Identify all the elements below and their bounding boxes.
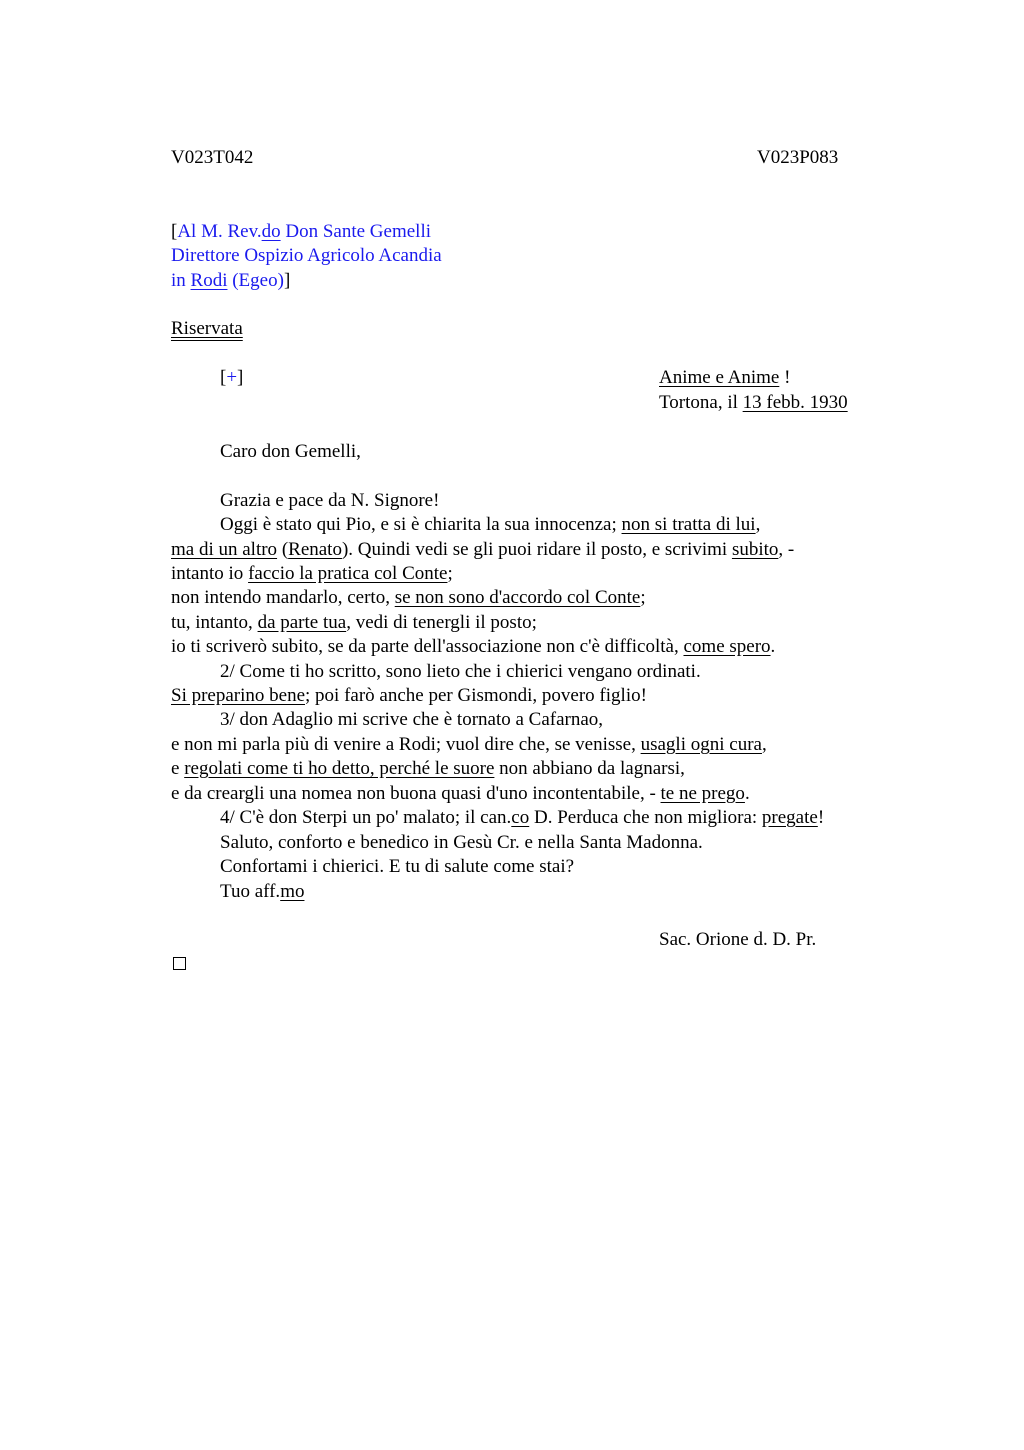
document-code-left: V023T042 — [171, 147, 254, 168]
greeting: Grazia e pace da N. Signore! — [220, 490, 440, 511]
body-line: Saluto, conforto e benedico in Gesù Cr. e nella Santa Madonna. — [220, 832, 703, 853]
salutation: Caro don Gemelli, — [220, 441, 361, 462]
document-code-right: V023P083 — [757, 147, 839, 168]
cross-marker: [+] — [220, 367, 244, 388]
body-line: tu, intanto, da parte tua, vedi di tenergli il posto; — [171, 612, 537, 633]
closing: Tuo aff.mo — [220, 881, 305, 902]
body-line: intanto io faccio la pratica col Conte; — [171, 563, 453, 584]
signature: Sac. Orione d. D. Pr. — [659, 929, 817, 950]
body-line: non intendo mandarlo, certo, se non sono d'accordo col Conte; — [171, 587, 646, 608]
body-line: Si preparino bene; poi farò anche per Gismondi, povero figlio! — [171, 685, 647, 706]
body-line: io ti scriverò subito, se da parte dell'associazione non c'è difficoltà, come spero. — [171, 636, 776, 657]
address-line-2: Direttore Ospizio Agricolo Acandia — [171, 245, 442, 266]
motto: Anime e Anime ! — [659, 367, 791, 388]
address-line-1: [Al M. Rev.do Don Sante Gemelli — [171, 221, 431, 242]
body-line: Oggi è stato qui Pio, e si è chiarita la sua innocenza; non si tratta di lui, — [220, 514, 761, 535]
body-line: e regolati come ti ho detto, perché le suore non abbiano da lagnarsi, — [171, 758, 685, 779]
body-line: 3/ don Adaglio mi scrive che è tornato a Cafarnao, — [220, 709, 604, 730]
body-line: ma di un altro (Renato). Quindi vedi se gli puoi ridare il posto, e scrivimi subito, - — [171, 539, 795, 560]
body-line: 4/ C'è don Sterpi un po' malato; il can.co D. Perduca che non migliora: pregate! — [220, 807, 825, 828]
body-line: e non mi parla più di venire a Rodi; vuol dire che, se venisse, usagli ogni cura, — [171, 734, 767, 755]
confidential-label: Riservata — [171, 318, 243, 339]
body-line: 2/ Come ti ho scritto, sono lieto che i chierici vengano ordinati. — [220, 661, 701, 682]
body-line: e da creargli una nomea non buona quasi d'uno incontentabile, - te ne prego. — [171, 783, 750, 804]
body-line: Confortami i chierici. E tu di salute come stai? — [220, 856, 575, 877]
checkbox-icon[interactable] — [173, 957, 186, 970]
cross-icon: + — [226, 367, 238, 388]
address-line-3: in Rodi (Egeo)] — [171, 270, 291, 291]
place-date: Tortona, il 13 febb. 1930 — [659, 392, 848, 413]
